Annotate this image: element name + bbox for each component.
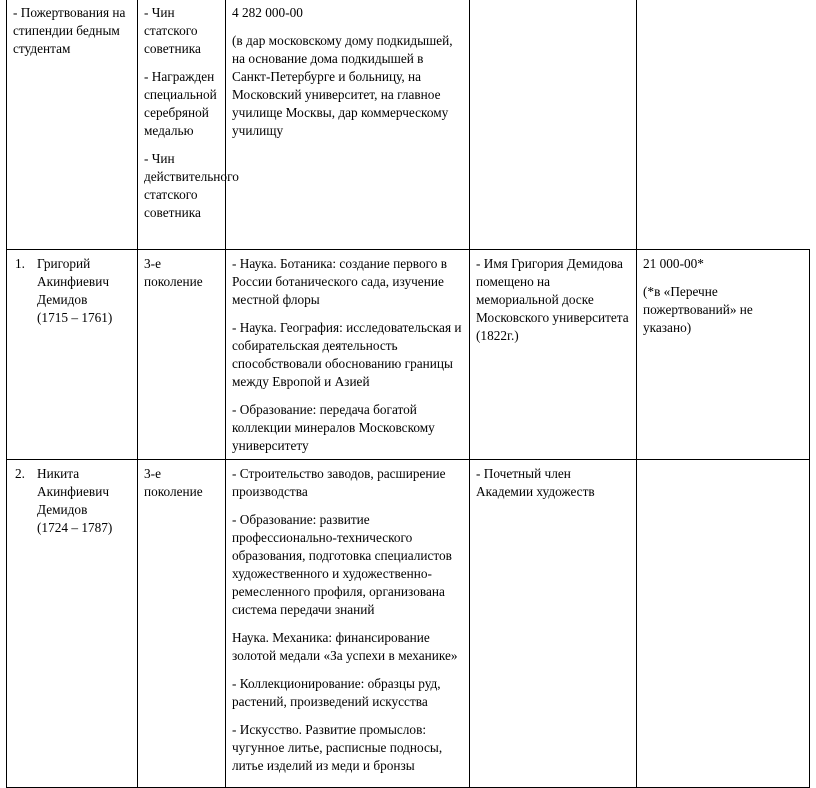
cell-text: - Награжден специальной серебряной медалью — [144, 69, 217, 138]
cell-text: - Пожертвования на стипендии бедным студентам — [13, 5, 126, 56]
cell-purpose — [7, 0, 138, 250]
cell-contributions — [226, 250, 470, 460]
contribution-text: - Образование: передача богатой коллекции минералов Московскому университету — [232, 402, 435, 453]
contribution-text: Наука. Механика: финансирование золотой медали «За успехи в механике» — [232, 630, 458, 663]
table-row — [7, 250, 810, 460]
cell-donations — [637, 460, 810, 788]
contribution-text: - Образование: развитие профессионально-технического образования, подготовка специалистов художественного и художественно-ремесленного профиля, организована система передачи знаний — [232, 512, 452, 617]
cell-ranks — [138, 0, 239, 250]
cell-donations — [637, 250, 810, 460]
contribution-text: - Строительство заводов, расширение производства — [232, 466, 446, 499]
honor-text: - Имя Григория Демидова помещено на мемориальной доске Московского университета (1822г.) — [476, 256, 629, 343]
honor-text: - Почетный член Академии художеств — [476, 466, 595, 499]
cell-person — [7, 250, 138, 460]
cell-empty — [637, 0, 810, 250]
row-number: 2. — [15, 466, 25, 481]
cell-generation — [138, 460, 226, 788]
cell-contributions — [226, 460, 470, 788]
person-years: (1724 – 1787) — [37, 520, 113, 535]
cell-person — [7, 460, 138, 788]
donation-note: (*в «Перечне пожертвований» не указано) — [643, 284, 753, 335]
cell-text: (в дар московскому дому подкидышей, на основание дома подкидышей в Санкт-Петербурге и больницу, на Московский университет, на главное училище Москвы, дар коммерческому училищу — [232, 33, 453, 138]
cell-honors — [470, 460, 637, 788]
person-name: Григорий Акинфиевич Демидов — [37, 256, 110, 307]
person-years: (1715 – 1761) — [37, 310, 113, 325]
contribution-text: - Наука. Ботаника: создание первого в России ботанического сада, изучение местной флоры — [232, 256, 447, 307]
cell-generation — [138, 250, 226, 460]
cell-text: 4 282 000-00 — [232, 5, 303, 20]
table-row — [7, 0, 810, 250]
cell-honors — [470, 250, 637, 460]
table-row — [7, 460, 810, 788]
cell-amount — [226, 0, 470, 250]
person-name: Никита Акинфиевич Демидов — [37, 466, 110, 517]
historical-table — [6, 0, 810, 788]
generation-text: 3-е поколение — [144, 256, 203, 289]
cell-text: - Чин статского советника — [144, 5, 201, 56]
contribution-text: - Наука. География: исследовательская и собирательская деятельность способствовали обоснованию границы между Европой и Азией — [232, 320, 462, 389]
cell-empty — [470, 0, 637, 250]
cell-text: - Чин действительного статского советника — [144, 151, 239, 220]
generation-text: 3-е поколение — [144, 466, 203, 499]
row-number: 1. — [15, 256, 25, 271]
contribution-text: - Коллекционирование: образцы руд, растений, произведений искусства — [232, 676, 441, 709]
contribution-text: - Искусство. Развитие промыслов: чугунное литье, расписные подносы, литье изделий из меди и бронзы — [232, 722, 443, 773]
donation-amount: 21 000-00* — [643, 256, 704, 271]
